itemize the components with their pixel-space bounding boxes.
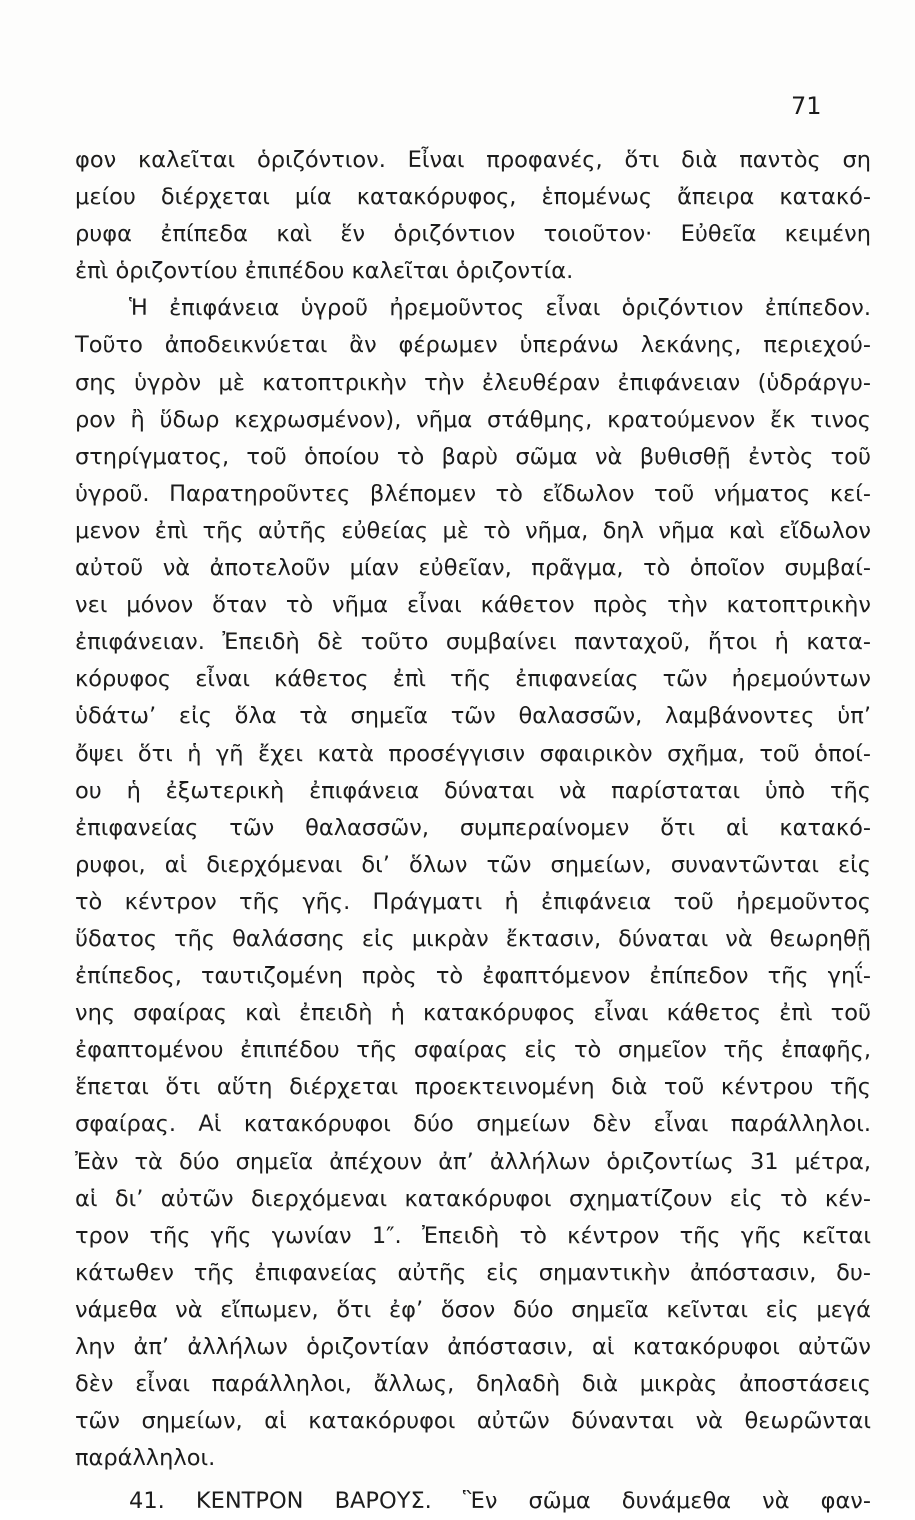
text-line: δὲν εἶναι παράλληλοι, ἄλλως, δηλαδὴ διὰ μικρὰς ἀποστάσεις — [75, 1371, 871, 1398]
text-line: ὑδάτω’ εἰς ὅλα τὰ σημεῖα τῶν θαλασσῶν, λαμβάνοντες ὑπ’ — [75, 703, 871, 730]
text-line: παράλληλοι. — [75, 1445, 216, 1472]
text-line: ου ἡ ἐξωτερικὴ ἐπιφάνεια δύναται νὰ παρίσταται ὑπὸ τῆς — [75, 777, 871, 804]
text-line: ρον ἢ ὕδωρ κεχρωσμένον), νῆμα στάθμης, κρατούμενον ἔκ τινος — [75, 406, 871, 433]
text-line: ἐπίπεδος, ταυτιζομένη πρὸς τὸ ἐφαπτόμενον ἐπίπεδον τῆς γηΐ- — [75, 963, 871, 990]
text-line: ὄψει ὅτι ἡ γῆ ἔχει κατὰ προσέγγισιν σφαιρικὸν σχῆμα, τοῦ ὁποί- — [75, 740, 871, 767]
page-number: 71 — [791, 92, 822, 120]
text-line: τὸ κέντρον τῆς γῆς. Πράγματι ἡ ἐπιφάνεια τοῦ ἠρεμοῦντος — [75, 888, 871, 915]
text-line: τῶν σημείων, αἱ κατακόρυφοι αὐτῶν δύνανται νὰ θεωρῶνται — [75, 1408, 871, 1435]
text-line: λην ἀπ’ ἀλλήλων ὁριζοντίαν ἀπόστασιν, αἱ κατακόρυφοι αὐτῶν — [75, 1334, 871, 1360]
text-line: ὕδατος τῆς θαλάσσης εἰς μικρὰν ἔκτασιν, δύναται νὰ θεωρηθῇ — [75, 925, 871, 952]
text-line: μενον ἐπὶ τῆς αὐτῆς εὐθείας μὲ τὸ νῆμα, δηλ νῆμα καὶ εἴδωλον — [75, 517, 871, 544]
text-line: ἐφαπτομένου ἐπιπέδου τῆς σφαίρας εἰς τὸ σημεῖον τῆς ἐπαφῆς, — [75, 1037, 871, 1064]
text-line: Τοῦτο ἀποδεικνύεται ἂν φέρωμεν ὑπεράνω λεκάνης, περιεχού- — [75, 332, 871, 359]
text-line: ἐπιφανείας τῶν θαλασσῶν, συμπεραίνομεν ὅτι αἱ κατακό- — [75, 814, 871, 841]
text-line: ἐπιφάνειαν. Ἐπειδὴ δὲ τοῦτο συμβαίνει πανταχοῦ, ἤτοι ἡ κατα- — [75, 629, 871, 656]
text-line: νάμεθα νὰ εἴπωμεν, ὅτι ἐφ’ ὅσον δύο σημεῖα κεῖνται εἰς μεγά — [75, 1296, 871, 1323]
text-line: Ἡ ἐπιφάνεια ὑγροῦ ἠρεμοῦντος εἶναι ὁριζόντιον ἐπίπεδον. — [129, 295, 871, 322]
text-line: ἐπὶ ὁριζοντίου ἐπιπέδου καλεῖται ὁριζοντία. — [75, 258, 574, 285]
text-line: ρυφοι, αἱ διερχόμεναι δι’ ὅλων τῶν σημείων, συναντῶνται εἰς — [75, 851, 871, 878]
text-line: τρον τῆς γῆς γωνίαν 1″. Ἐπειδὴ τὸ κέντρον τῆς γῆς κεῖται — [75, 1222, 871, 1249]
text-line: στηρίγματος, τοῦ ὁποίου τὸ βαρὺ σῶμα νὰ βυθισθῇ ἐντὸς τοῦ — [75, 443, 871, 470]
text-line: αὐτοῦ νὰ ἀποτελοῦν μίαν εὐθεῖαν, πρᾶγμα, τὸ ὁποῖον συμβαί- — [75, 555, 871, 582]
body-text — [75, 142, 871, 1520]
text-line: ὑγροῦ. Παρατηροῦντες βλέπομεν τὸ εἴδωλον τοῦ νήματος κεί- — [75, 480, 871, 507]
text-line: φον καλεῖται ὁριζόντιον. Εἶναι προφανές, ὅτι διὰ παντὸς ση — [75, 147, 871, 173]
text-line: κόρυφος εἶναι κάθετος ἐπὶ τῆς ἐπιφανείας τῶν ἠρεμούντων — [75, 666, 871, 693]
text-line: μείου διέρχεται μία κατακόρυφος, ἑπομένως ἄπειρα κατακό- — [75, 184, 871, 211]
text-line: αἱ δι’ αὐτῶν διερχόμεναι κατακόρυφοι σχηματίζουν εἰς τὸ κέν- — [75, 1185, 871, 1212]
text-line: σης ὑγρὸν μὲ κατοπτρικὴν τὴν ἐλευθέραν ἐπιφάνειαν (ὑδράργυ- — [75, 369, 871, 396]
section-heading-line: 41. ΚΕΝΤΡΟΝ ΒΑΡΟΥΣ. Ἓν σῶμα δυνάμεθα νὰ φαν- — [129, 1488, 871, 1515]
text-line: Ἐὰν τὰ δύο σημεῖα ἀπέχουν ἀπ’ ἀλλήλων ὁριζοντίως 31 μέτρα, — [75, 1148, 871, 1175]
text-line: νης σφαίρας καὶ ἐπειδὴ ἡ κατακόρυφος εἶναι κάθετος ἐπὶ τοῦ — [75, 1000, 871, 1027]
text-line: κάτωθεν τῆς ἐπιφανείας αὐτῆς εἰς σημαντικὴν ἀπόστασιν, δυ- — [75, 1259, 871, 1286]
text-line: ρυφα ἐπίπεδα καὶ ἕν ὁριζόντιον τοιοῦτον· Εὐθεῖα κειμένη — [75, 221, 871, 248]
text-line: νει μόνον ὅταν τὸ νῆμα εἶναι κάθετον πρὸς τὴν κατοπτρικὴν — [75, 592, 871, 619]
text-line: ἕπεται ὅτι αὕτη διέρχεται προεκτεινομένη διὰ τοῦ κέντρου τῆς — [75, 1074, 871, 1101]
text-line: σφαίρας. Αἱ κατακόρυφοι δύο σημείων δὲν εἶναι παράλληλοι. — [75, 1111, 871, 1138]
